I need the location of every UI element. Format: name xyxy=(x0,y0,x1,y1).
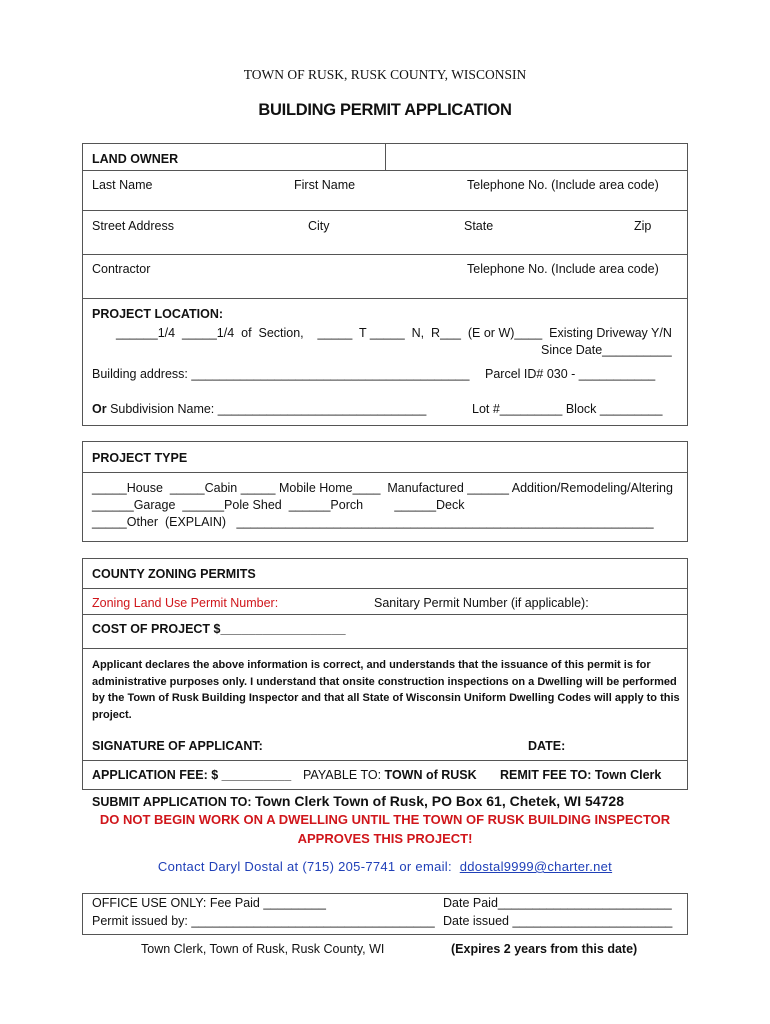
zip-label: Zip xyxy=(634,219,652,233)
submit-application-to xyxy=(92,793,624,809)
declaration-text: Applicant declares the above information is correct, and understands that the issuance of this permit is for administrative purposes only. I understand that onsite construction inspections on a Dwelling will be performed by the Town of Rusk Building Inspector and that all State of Wisconsin Uniform Dwelling Codes will apply to this project. xyxy=(92,659,680,721)
lot-block-field[interactable]: Lot #_________ Block _________ xyxy=(472,402,663,416)
cost-of-project-field[interactable]: COST OF PROJECT $__________________ xyxy=(92,622,346,636)
date-issued-field[interactable]: Date issued _______________________ xyxy=(443,914,673,928)
contractor-label: Contractor xyxy=(92,262,151,276)
project-type-other[interactable]: _____Other (EXPLAIN) ____________________________________________________________ xyxy=(92,515,654,529)
office-fee-paid-field[interactable]: OFFICE USE ONLY: Fee Paid _________ xyxy=(92,896,326,910)
payable-to xyxy=(303,768,477,782)
project-type-heading: PROJECT TYPE xyxy=(92,451,188,465)
warning-line-1: DO NOT BEGIN WORK ON A DWELLING UNTIL THE TOWN OF RUSK BUILDING INSPECTOR xyxy=(99,812,671,827)
owner-name-phone-field[interactable] xyxy=(83,194,687,209)
parcel-id-field[interactable]: Parcel ID# 030 - ___________ xyxy=(485,367,656,381)
project-type-line-2[interactable]: ______Garage ______Pole Shed ______Porch ______Deck xyxy=(92,498,465,512)
expires-note: (Expires 2 years from this date) xyxy=(451,942,638,956)
location-line[interactable]: ______1/4 _____1/4 of Section, _____ T _____ N, R___ (E or W)____ Existing Driveway Y/N xyxy=(116,326,672,340)
first-name-label: First Name xyxy=(294,178,356,192)
telephone-label: Telephone No. (Include area code) xyxy=(467,178,659,192)
town-heading: TOWN OF RUSK, RUSK COUNTY, WISCONSIN xyxy=(243,67,527,82)
town-clerk-footer: Town Clerk, Town of Rusk, Rusk County, WI xyxy=(141,942,385,956)
county-zoning-heading: COUNTY ZONING PERMITS xyxy=(92,567,256,581)
contact-text: Contact Daryl Dostal at (715) 205-7741 or email: xyxy=(157,859,460,874)
city-label: City xyxy=(308,219,330,233)
last-name-label: Last Name xyxy=(92,178,153,192)
land-owner-heading: LAND OWNER xyxy=(92,152,179,166)
application-fee-field[interactable]: APPLICATION FEE: $ __________ xyxy=(92,768,292,782)
project-location-heading: PROJECT LOCATION: xyxy=(92,307,224,321)
remit-fee-to: REMIT FEE TO: Town Clerk xyxy=(500,768,662,782)
payable-to-label: PAYABLE TO: xyxy=(303,768,385,782)
project-type-line-1[interactable]: _____House _____Cabin _____ Mobile Home____ Manufactured ______ Addition/Remodeling/Altering xyxy=(92,481,673,495)
street-address-label: Street Address xyxy=(92,219,174,233)
contact-email-link[interactable]: ddostal9999@charter.net xyxy=(459,859,613,874)
building-address-field[interactable]: Building address: ________________________________________ xyxy=(92,367,470,381)
contractor-telephone-label: Telephone No. (Include area code) xyxy=(467,262,659,276)
submit-address: Town Clerk Town of Rusk, PO Box 61, Chetek, WI 54728 xyxy=(254,793,624,809)
zoning-permit-number-field[interactable]: Zoning Land Use Permit Number: xyxy=(92,596,279,610)
state-label: State xyxy=(464,219,494,233)
signature-field[interactable]: SIGNATURE OF APPLICANT: xyxy=(92,739,263,753)
subdivision-label: Subdivision Name: ______________________________ xyxy=(106,402,427,416)
warning-line-2: APPROVES THIS PROJECT! xyxy=(297,831,473,846)
owner-address-field[interactable] xyxy=(83,236,687,253)
or-label: Or xyxy=(92,402,107,416)
land-owner-name-field[interactable] xyxy=(386,144,686,170)
contact-line xyxy=(0,859,770,874)
permit-issued-by-field[interactable]: Permit issued by: ___________________________________ xyxy=(92,914,435,928)
payable-to-value: TOWN of RUSK xyxy=(384,768,477,782)
date-field[interactable]: DATE: xyxy=(528,739,566,753)
page-title: BUILDING PERMIT APPLICATION xyxy=(258,101,512,119)
date-paid-field[interactable]: Date Paid_________________________ xyxy=(443,896,672,910)
sanitary-permit-number-field[interactable]: Sanitary Permit Number (if applicable): xyxy=(374,596,589,610)
contractor-field[interactable] xyxy=(83,278,687,297)
submit-label: SUBMIT APPLICATION TO: xyxy=(92,795,255,809)
subdivision-field[interactable] xyxy=(92,402,426,416)
since-date-field[interactable]: Since Date__________ xyxy=(541,343,672,357)
